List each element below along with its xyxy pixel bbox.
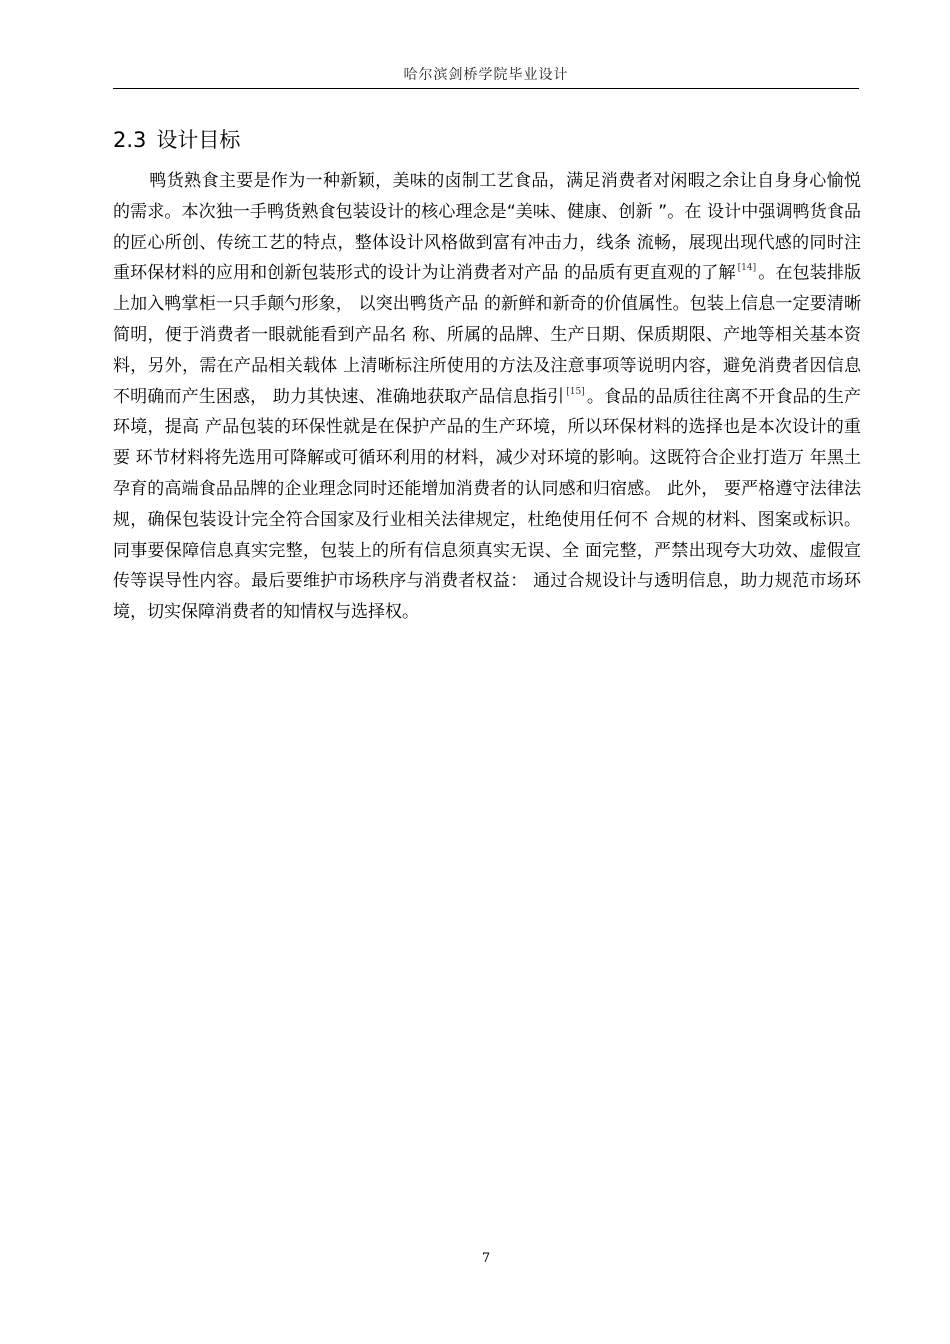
- header-divider: [113, 88, 859, 89]
- paragraph-text-2: 。在包装排版上加入鸭掌柜一只手颠勺形象， 以突出鸭货产品 的新鲜和新奇的价值属性。包装上信息一定要清晰简明，便于消费者一眼就能看到产品名 称、所属的品牌、生产日期、保质期限、产地等相关基本资料，另外，需在产品相关载体 上清晰标注所使用的方法及注意事项等说明内容，避免消费者因信息不明确而产生困惑， 助力其快速、准确地获取产品信息指引: [113, 263, 862, 407]
- body-paragraph: [113, 166, 861, 628]
- paragraph-text-1: 鸭货熟食主要是作为一种新颖，美味的卤制工艺食品，满足消费者对闲暇之余让自身身心愉悦的需求。本次独一手鸭货熟食包装设计的核心理念是“美味、健康、创新 ”。在 设计中强调鸭货食品的匠心所创、传统工艺的特点，整体设计风格做到富有冲击力，线条 流畅，展现出现代感的同时注重环保材料的应用和创新包装形式的设计为让消费者对产品 的品质有更直观的了解: [113, 171, 861, 284]
- section-title: 设计目标: [156, 128, 241, 152]
- running-header: 哈尔滨剑桥学院毕业设计: [403, 67, 569, 83]
- section-heading: [113, 124, 240, 154]
- section-number: 2.3: [113, 128, 147, 152]
- page-number: 7: [481, 1251, 491, 1266]
- citation-15: [15]: [566, 386, 585, 397]
- paragraph-text-3: 。食品的品质往往离不开食品的生产环境，提高 产品包装的环保性就是在保护产品的生产环境，所以环保材料的选择也是本次设计的重要 环节材料将先选用可降解或可循环利用的材料，减少对环境的影响。这既符合企业打造万 年黑土孕育的高端食品品牌的企业理念同时还能增加消费者的认同感和归宿感。 此外， 要严格遵守法律法规，确保包装设计完全符合国家及行业相关法律规定，杜绝使用任何不 合规的材料、图案或标识。同事要保障信息真实完整，包装上的所有信息须真实无误、全 面完整，严禁出现夸大功效、虚假宣传等误导性内容。最后要维护市场秩序与消费者权益： 通过合规设计与透明信息，助力规范市场环境，切实保障消费者的知情权与选择权。: [113, 386, 862, 623]
- citation-14: [14]: [737, 263, 757, 274]
